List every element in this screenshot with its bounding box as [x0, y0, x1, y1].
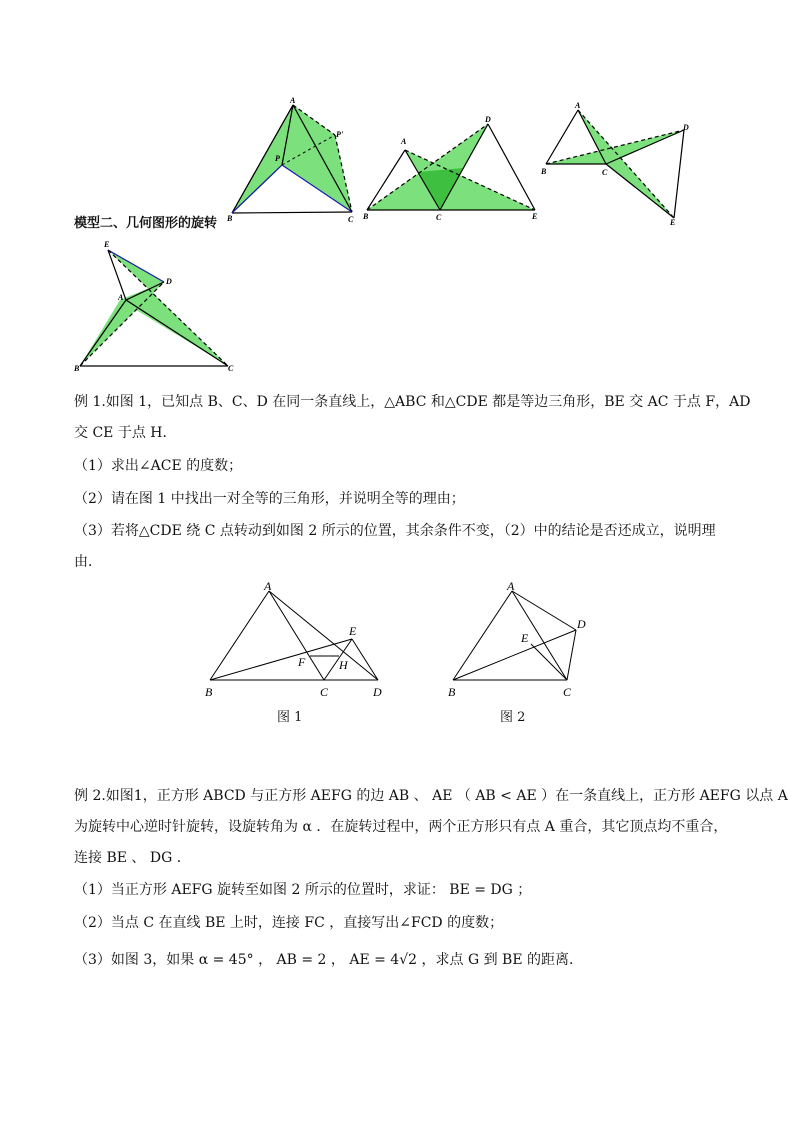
label-c: C — [320, 685, 329, 699]
label-c: C — [436, 213, 442, 222]
label-c: C — [228, 364, 234, 373]
label-f: F — [298, 655, 306, 669]
figure2-caption: 图 2 — [500, 710, 526, 725]
section-title: 模型二、几何图形的旋转 — [74, 216, 218, 231]
figure1-caption: 图 1 — [277, 710, 303, 725]
edge-ab — [80, 300, 126, 366]
edge-ce — [606, 164, 674, 218]
example2-line2: 为旋转中心逆时针旋转，设旋转角为 α ．在旋转过程中，两个正方形只有点 A 重合，其它顶点均不重合， — [74, 819, 728, 835]
edge-ec — [531, 644, 567, 680]
edge-de — [674, 130, 684, 218]
label-b: B — [363, 212, 369, 221]
example1-line1: 例 1.如图 1，已知点 B、C、D 在同一条直线上，△ABC 和△CDE 都是等边三角形，BE 交 AC 于点 F，AD — [74, 394, 751, 410]
figure-two-equilateral-triangles — [360, 112, 545, 222]
label-a: A — [401, 137, 407, 146]
label-p: P — [275, 154, 280, 163]
label-d: D — [577, 617, 586, 631]
label-e: E — [670, 218, 676, 227]
example2-line1: 例 2.如图1，正方形 ABCD 与正方形 AEFG 的边 AB 、 AE （ AB < AE ）在一条直线上，正方形 AEFG 以点 A — [74, 788, 788, 804]
edge-ed — [108, 250, 164, 282]
example2-question2: （2）当点 C 在直线 BE 上时，连接 FC ，直接写出∠FCD 的度数； — [74, 915, 504, 931]
label-a: A — [575, 101, 581, 110]
label-c: C — [602, 168, 608, 177]
label-c: C — [563, 685, 572, 699]
example1-question3-line1: （3）若将△CDE 绕 C 点转动到如图 2 所示的位置，其余条件不变，（2）中的结论是否还成立，说明理 — [74, 523, 716, 539]
figure-rotation-triangle-p — [225, 95, 365, 225]
label-b: B — [227, 214, 233, 223]
example1-question1: （1）求出∠ACE 的度数； — [74, 458, 243, 474]
label-b: B — [74, 364, 80, 373]
edge-ac — [269, 591, 324, 680]
example1-line2: 交 CE 于点 H． — [74, 425, 177, 441]
label-c: C — [348, 215, 354, 224]
label-pp: P' — [336, 130, 344, 139]
label-b: B — [205, 685, 213, 699]
example1-figure1 — [200, 578, 395, 703]
example2-line3: 连接 BE 、 DG ． — [74, 850, 191, 866]
example1-question2: （2）请在图 1 中找出一对全等的三角形，并说明全等的理由； — [74, 491, 465, 507]
edge-ba — [546, 110, 578, 164]
label-a: A — [290, 96, 296, 105]
label-h: H — [339, 658, 348, 672]
label-a: A — [264, 579, 272, 593]
example1-figure2 — [443, 578, 593, 703]
label-d: D — [373, 685, 382, 699]
edge-ba — [210, 591, 269, 680]
label-a: A — [507, 579, 515, 593]
label-d: D — [166, 277, 172, 286]
edge-be — [210, 639, 352, 680]
edge-cd — [567, 630, 576, 680]
figure-rotated-triangles — [538, 100, 698, 230]
figure-left-rotation — [70, 238, 240, 373]
edge-ac — [126, 300, 228, 366]
label-b: B — [448, 685, 456, 699]
edge-ed — [352, 639, 378, 680]
edge-ce — [324, 639, 352, 680]
label-e: E — [349, 624, 357, 638]
label-b: B — [541, 167, 547, 176]
edge-bc — [232, 212, 352, 213]
example1-question3-line2: 由． — [74, 554, 102, 570]
label-d: D — [485, 115, 491, 124]
edge-be — [453, 630, 576, 680]
label-d: D — [683, 123, 689, 132]
edge-ad — [512, 591, 576, 630]
label-a: A — [118, 293, 124, 302]
label-e: E — [104, 240, 110, 249]
label-e: E — [521, 631, 529, 645]
edge-ba — [453, 591, 512, 680]
edge-ad — [269, 591, 378, 680]
label-e: E — [532, 212, 538, 221]
example2-question1: （1）当正方形 AEFG 旋转至如图 2 所示的位置时，求证： BE = DG ； — [74, 882, 532, 898]
example2-question3: （3）如图 3，如果 α = 45° ， AB = 2 ， AE = 4√2 ，求点 G 到 BE 的距离． — [74, 952, 583, 968]
